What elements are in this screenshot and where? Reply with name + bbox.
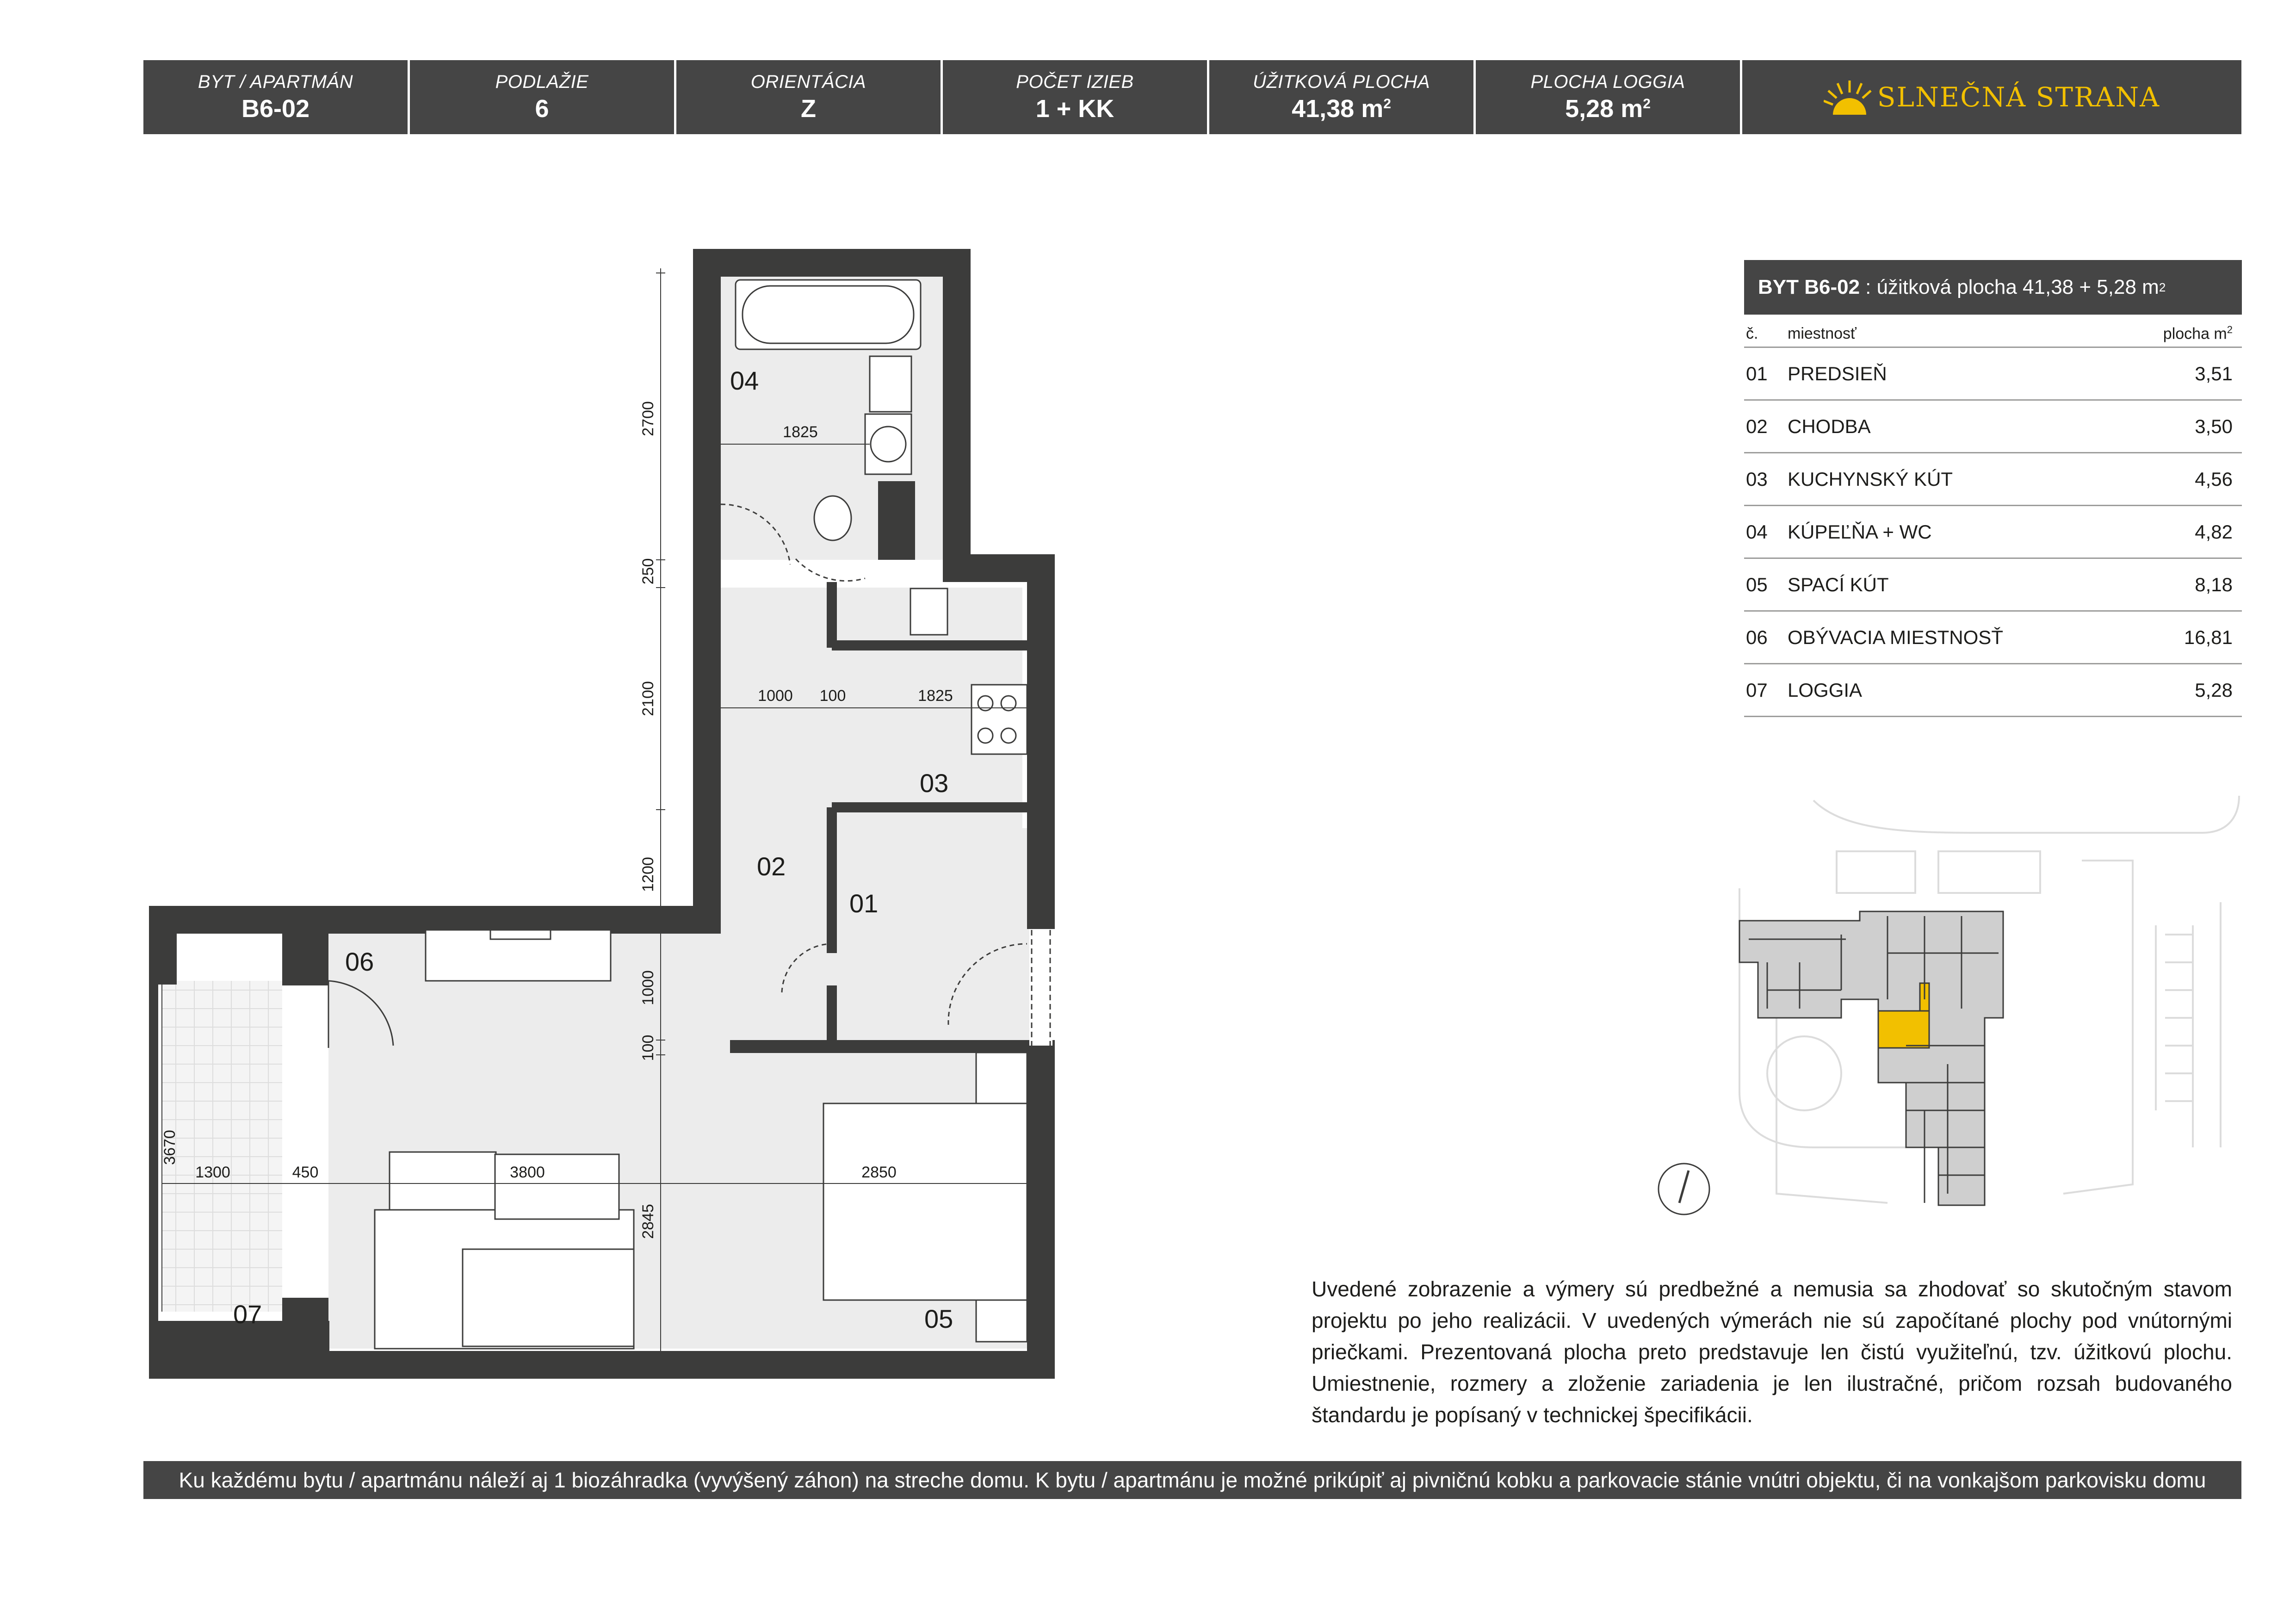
disclaimer-note: Uvedené zobrazenie a výmery sú predbežné a nemusia sa zhodovať so skutočným stavom projektu po jeho realizácii. V uvedených výmerách nie sú započítané plochy pod vnútornými priečkami. Prezentovaná plocha preto predstavuje len čistú využiteľnú, tzv. úžitkovú plochu. Umiestnenie, rozmery a zloženie zariadenia je len ilustračné, pričom rozsah budovaného štandardu je popísaný v technickej špecifikácii. bbox=[1312, 1277, 2232, 1427]
kitchen-sink-icon bbox=[910, 588, 947, 635]
dim-bath-width: 1825 bbox=[783, 423, 818, 441]
row-room-name: OBÝVACIA MIESTNOSŤ bbox=[1788, 626, 2003, 648]
table-row bbox=[1744, 453, 2242, 506]
room-label-07: 07 bbox=[233, 1300, 262, 1329]
row-number: 06 bbox=[1746, 626, 1768, 648]
toilet-icon bbox=[814, 496, 851, 540]
header-value: Z bbox=[801, 94, 816, 123]
header-value: 41,38 $m^2$ bbox=[1292, 94, 1391, 123]
dim-kitchen-width: 1825 bbox=[918, 687, 953, 705]
dim-living-width: 3800 bbox=[510, 1164, 545, 1181]
dim-v-1000: 1000 bbox=[639, 970, 657, 1005]
row-area: 4,82 bbox=[2195, 520, 2233, 543]
apartment-highlight bbox=[1878, 1011, 1929, 1048]
row-room-name: KUCHYNSKÝ KÚT bbox=[1788, 468, 1953, 490]
column-number: č. bbox=[1746, 325, 1758, 342]
row-room-name: SPACÍ KÚT bbox=[1788, 573, 1889, 595]
washbasin-icon bbox=[870, 356, 911, 412]
table-row bbox=[1744, 348, 2242, 401]
column-room: miestnosť bbox=[1788, 325, 1857, 342]
dim-loggia-depth: 3670 bbox=[161, 1130, 179, 1165]
room-table-title-bold: BYT B6-02 bbox=[1758, 276, 1860, 298]
table-row bbox=[1744, 559, 2242, 612]
dim-wall-100: 100 bbox=[819, 687, 846, 705]
dim-v-2700: 2700 bbox=[639, 401, 657, 436]
row-room-name: PREDSIEŇ bbox=[1788, 362, 1887, 384]
room-label-01: 01 bbox=[849, 889, 879, 918]
header-value: 1 + KK bbox=[1035, 94, 1114, 123]
footer-bar bbox=[143, 1461, 2241, 1499]
table-row bbox=[1744, 612, 2242, 664]
logo-text: SLNEČNÁ STRANA bbox=[1877, 81, 2160, 113]
row-area: 5,28 bbox=[2195, 679, 2233, 701]
dim-v-100: 100 bbox=[639, 1035, 657, 1061]
entrance-door-gap bbox=[1029, 930, 1052, 1046]
header-label: ÚŽITKOVÁ PLOCHA bbox=[1252, 71, 1430, 92]
room-label-02: 02 bbox=[757, 852, 786, 881]
row-area: 8,18 bbox=[2195, 573, 2233, 595]
header-label: PLOCHA LOGGIA bbox=[1530, 71, 1685, 92]
header-label: PODLAŽIE bbox=[495, 71, 589, 92]
room-table bbox=[1744, 260, 2242, 717]
dim-bedroom-width: 2850 bbox=[861, 1164, 897, 1181]
dim-v-2100: 2100 bbox=[639, 681, 657, 716]
row-area: 3,51 bbox=[2195, 362, 2233, 384]
header-value: 6 bbox=[535, 94, 549, 123]
room-label-04: 04 bbox=[730, 366, 759, 395]
header-value: B6-02 bbox=[241, 94, 310, 123]
row-area: 4,56 bbox=[2195, 468, 2233, 490]
dim-corridor-width: 1000 bbox=[758, 687, 793, 705]
room-label-05: 05 bbox=[924, 1304, 953, 1333]
nightstand-icon bbox=[976, 1053, 1027, 1103]
header-label: ORIENTÁCIA bbox=[750, 71, 866, 92]
table-row bbox=[1744, 664, 2242, 717]
bed-icon bbox=[823, 1103, 1027, 1300]
table-row bbox=[1744, 401, 2242, 453]
dim-v-2845: 2845 bbox=[639, 1204, 657, 1239]
row-number: 04 bbox=[1746, 520, 1768, 543]
row-number: 01 bbox=[1746, 362, 1768, 384]
header-value: 5,28 $m^2$ bbox=[1565, 94, 1651, 123]
room-table-title-rest: : úžitková plocha 41,38 + 5,28 m bbox=[1865, 276, 2159, 298]
row-number: 05 bbox=[1746, 573, 1768, 595]
row-number: 03 bbox=[1746, 468, 1768, 490]
room-label-06: 06 bbox=[345, 947, 374, 976]
north-arrow-icon bbox=[1659, 1164, 1709, 1214]
header-label: POČET IZIEB bbox=[1016, 71, 1134, 92]
row-number: 02 bbox=[1746, 415, 1768, 437]
nightstand-icon bbox=[976, 1300, 1027, 1342]
dim-v-250: 250 bbox=[639, 558, 657, 585]
row-room-name: CHODBA bbox=[1788, 415, 1871, 437]
dim-loggia-width: 1300 bbox=[195, 1164, 230, 1181]
dim-v-1200: 1200 bbox=[639, 857, 657, 892]
room-label-03: 03 bbox=[920, 768, 949, 798]
room-table-columns bbox=[1744, 315, 2242, 348]
column-area: plocha $m^2$ bbox=[2163, 323, 2233, 342]
cooktop-icon bbox=[972, 685, 1027, 754]
loggia-floor bbox=[162, 981, 282, 1312]
room-table-title: BYT B6-02 : úžitková plocha 41,38 + 5,28 m 2 bbox=[1744, 260, 2242, 315]
row-area: 16,81 bbox=[2184, 626, 2233, 648]
row-room-name: KÚPEĽŇA + WC bbox=[1788, 520, 1932, 543]
key-plan bbox=[1647, 787, 2244, 1226]
dim-wall-450: 450 bbox=[292, 1164, 319, 1181]
header-label: BYT / APARTMÁN bbox=[198, 71, 353, 92]
footer-text: Ku každému bytu / apartmánu náleží aj 1 biozáhradka (vyvýšený záhon) na streche domu. K bytu / apartmánu je možné prikúpiť aj pivničnú kobku a parkovacie stánie vnútri objektu, či na vonkajšom parkovisku domu bbox=[179, 1468, 2206, 1492]
row-number: 07 bbox=[1746, 679, 1768, 701]
table-row bbox=[1744, 506, 2242, 559]
building-footprint bbox=[1739, 911, 2003, 1205]
row-room-name: LOGGIA bbox=[1788, 679, 1863, 701]
row-area: 3,50 bbox=[2195, 415, 2233, 437]
